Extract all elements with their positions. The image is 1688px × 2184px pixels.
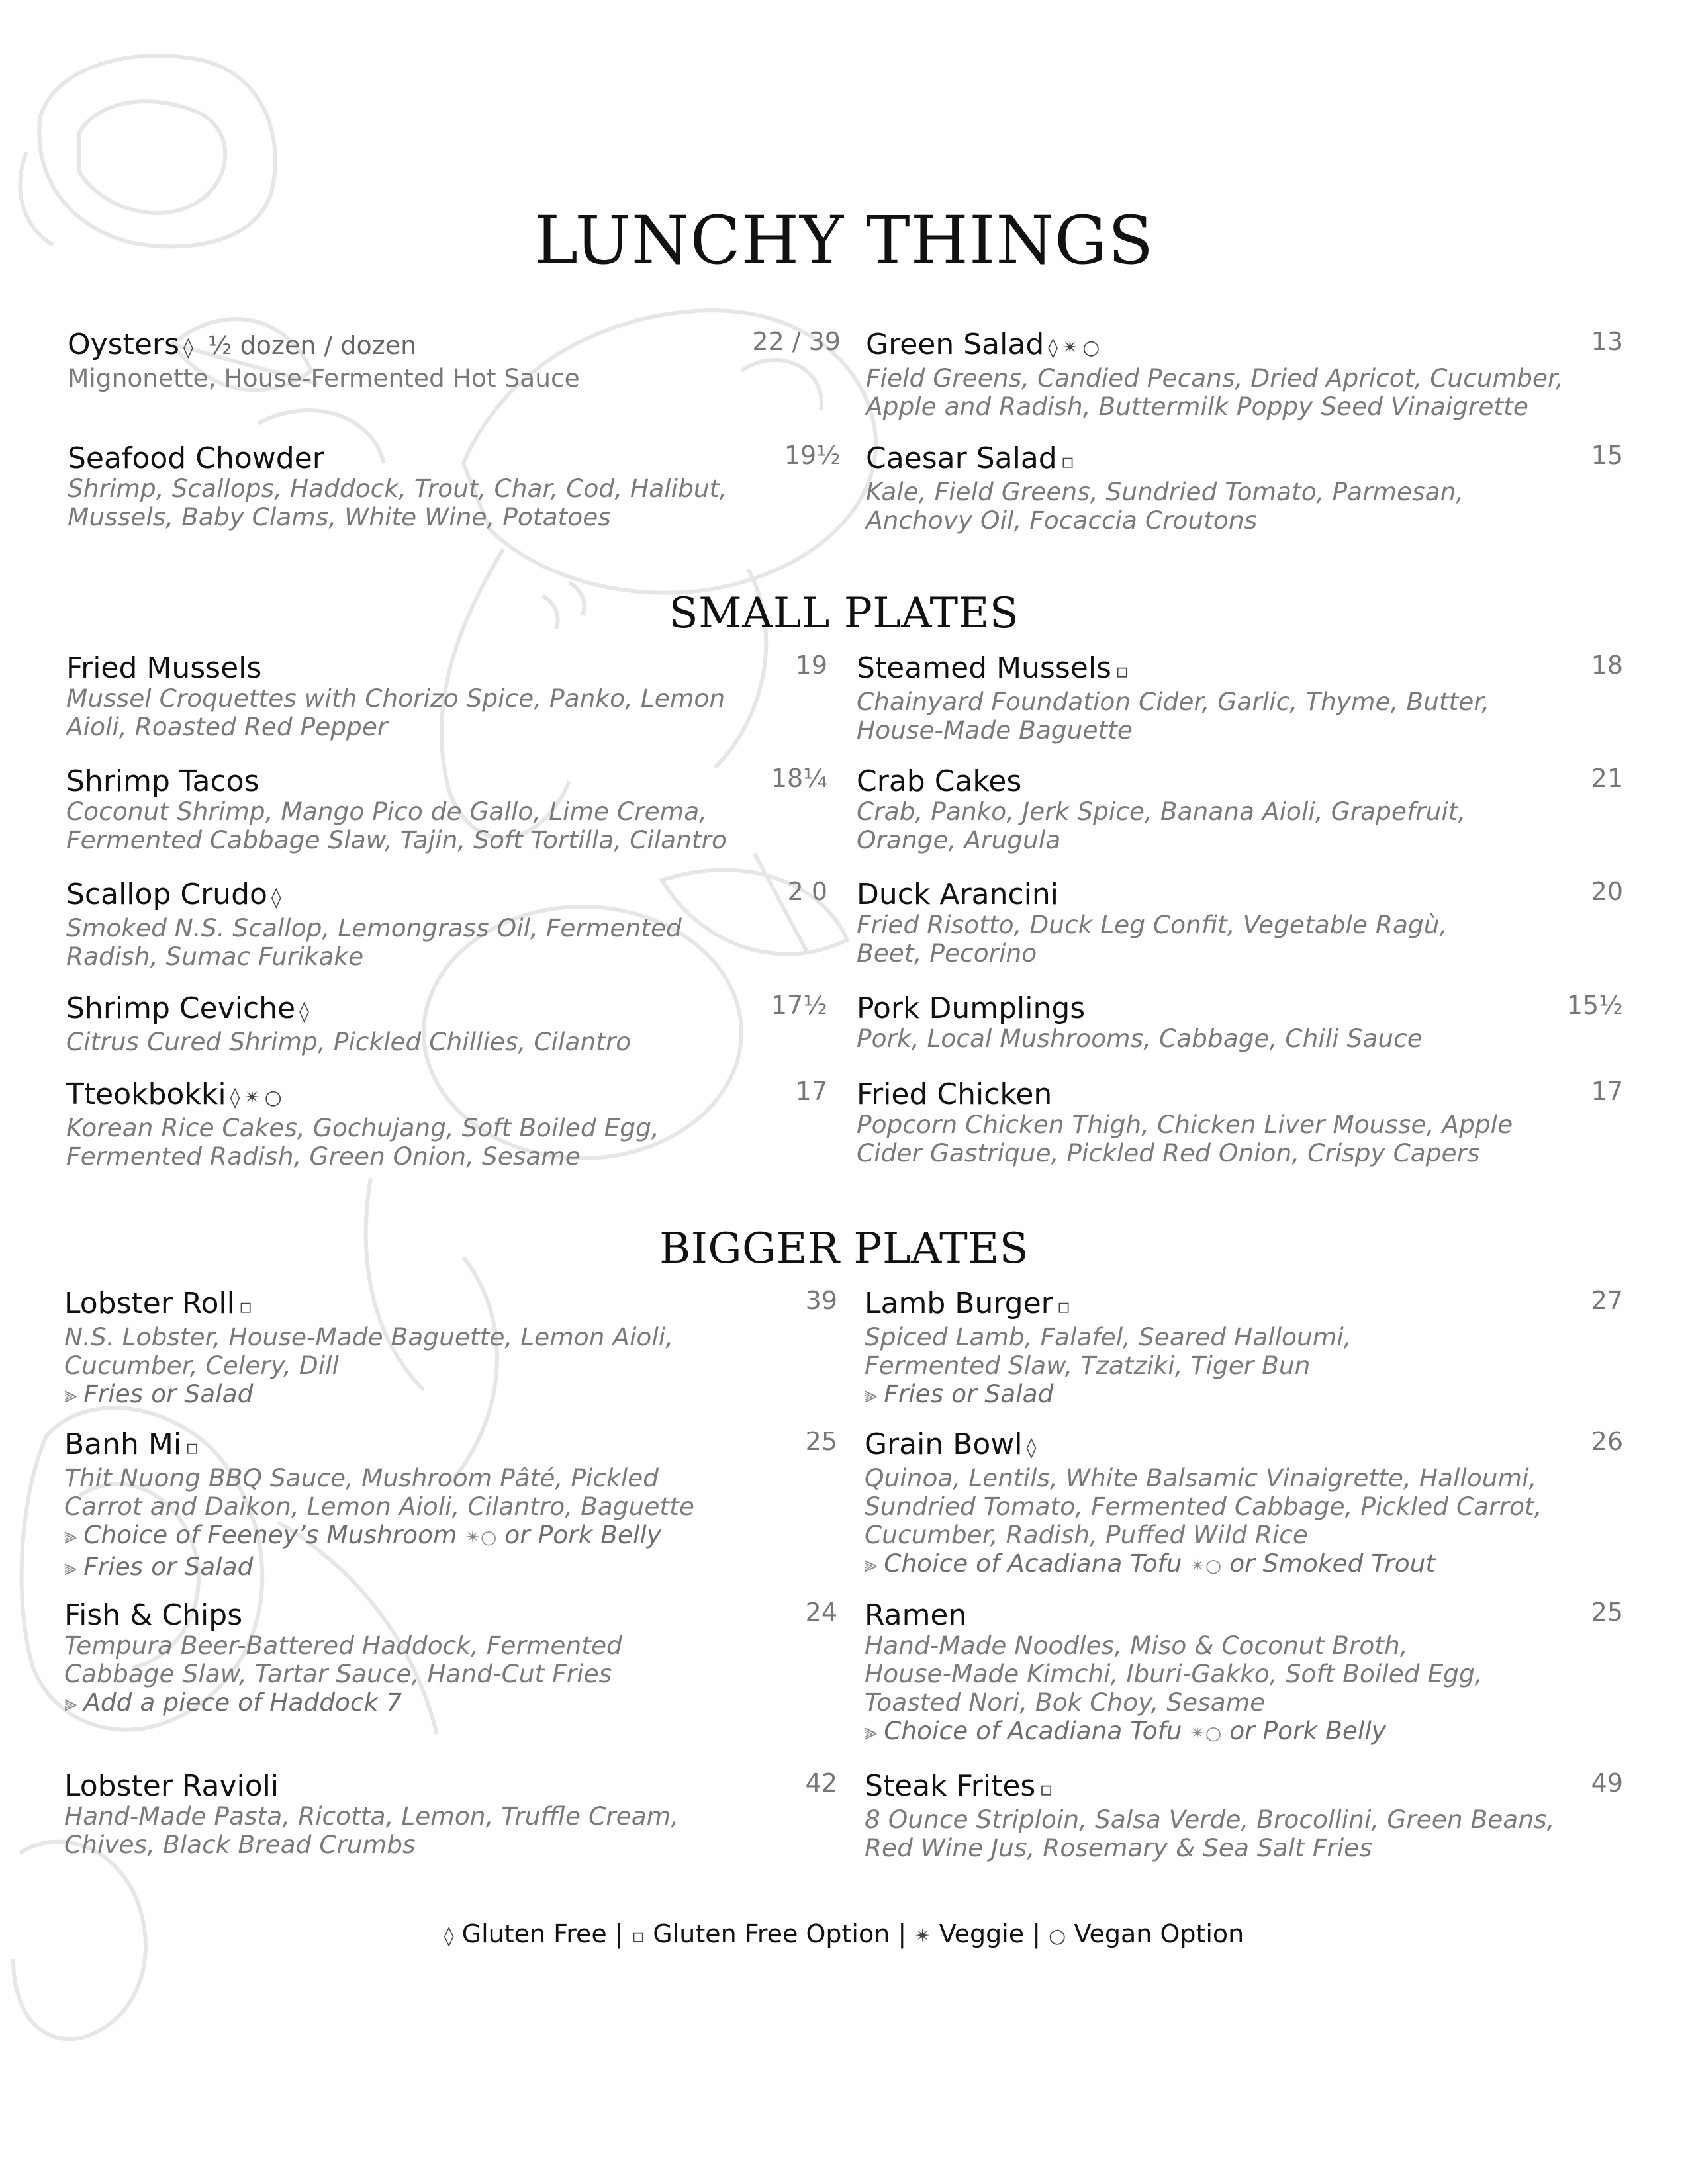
item-description: Korean Rice Cakes, Gochujang, Soft Boiled Egg,	[66, 1113, 659, 1142]
option-text: Choice of Acadiana Tofu	[884, 1716, 1182, 1745]
item-description: Mignonette, House-Fermented Hot Sauce	[68, 363, 580, 392]
menu-item-steamed-mussels	[857, 653, 1623, 744]
menu-item-fried-mussels	[66, 653, 827, 741]
item-option	[865, 1379, 1623, 1410]
gluten-free-option-icon: ▫	[1056, 1295, 1071, 1318]
item-option	[865, 1549, 1623, 1580]
arrow-icon: ⫸	[865, 1719, 878, 1745]
item-option	[64, 1379, 837, 1410]
arrow-icon: ⫸	[865, 1551, 878, 1578]
item-name: Green Salad	[866, 328, 1045, 361]
item-name: Crab Cakes	[857, 764, 1022, 798]
item-description: Kale, Field Greens, Sundried Tomato, Parmesan,	[866, 477, 1464, 506]
legend-separator: |	[1032, 1919, 1041, 1948]
item-price: 2 0	[787, 877, 827, 906]
page-title: LUNCHY THINGS	[534, 202, 1154, 279]
veggie-icon: ✴	[914, 1925, 931, 1948]
item-name: Lamb Burger	[865, 1287, 1053, 1320]
item-name: Seafood Chowder	[68, 441, 324, 475]
gluten-free-icon: ◊	[183, 336, 193, 359]
item-description: Toasted Nori, Bok Choy, Sesame	[865, 1688, 1266, 1717]
dietary-legend	[0, 1919, 1688, 1948]
menu-item-caesar-salad	[866, 443, 1623, 534]
item-price: 18	[1591, 651, 1623, 680]
menu-item-pork-dumplings	[857, 993, 1623, 1052]
item-price: 19	[795, 651, 827, 680]
gluten-free-option-icon: ▫	[1039, 1778, 1053, 1801]
gluten-free-icon: ◊	[271, 886, 281, 909]
menu-item-lobster-ravioli	[64, 1768, 837, 1859]
option-text: Choice of Acadiana Tofu	[884, 1549, 1182, 1578]
item-name: Lobster Roll	[64, 1287, 235, 1320]
menu-item-steak-frites	[865, 1768, 1623, 1862]
vegan-option-icon: ○	[1205, 1722, 1222, 1744]
gluten-free-option-icon: ▫	[238, 1295, 253, 1318]
menu-item-shrimp-tacos	[66, 766, 827, 854]
item-name: Fried Chicken	[857, 1077, 1053, 1111]
menu-item-ramen	[865, 1600, 1623, 1748]
item-name: Lobster Ravioli	[64, 1769, 279, 1803]
item-price: 21	[1591, 764, 1623, 793]
item-price: 26	[1591, 1427, 1623, 1456]
menu-item-grain-bowl	[865, 1427, 1623, 1580]
veggie-icon: ✴	[1190, 1722, 1205, 1744]
item-option	[64, 1552, 837, 1582]
item-description: Field Greens, Candied Pecans, Dried Apricot, Cucumber,	[866, 363, 1564, 392]
item-description: Mussels, Baby Clams, White Wine, Potatoes	[68, 502, 611, 531]
menu-item-duck-arancini	[857, 877, 1623, 968]
item-price: 27	[1591, 1286, 1623, 1315]
item-description: N.S. Lobster, House-Made Baguette, Lemon Aioli,	[64, 1322, 674, 1351]
item-description: House-Made Baguette	[857, 715, 1133, 745]
arrow-icon: ⫸	[64, 1382, 77, 1408]
item-description: Hand-Made Pasta, Ricotta, Lemon, Truffle Cream,	[64, 1801, 679, 1831]
item-description: Cider Gastrique, Pickled Red Onion, Crispy Capers	[857, 1138, 1480, 1167]
item-description: Radish, Sumac Furikake	[66, 942, 364, 971]
item-description: Smoked N.S. Scallop, Lemongrass Oil, Fermented	[66, 913, 682, 942]
legend-veggie: Veggie	[939, 1919, 1025, 1948]
item-name: Ramen	[865, 1598, 967, 1632]
item-description: Mussel Croquettes with Chorizo Spice, Panko, Lemon	[66, 684, 726, 713]
legend-vegan-option: Vegan Option	[1074, 1919, 1244, 1948]
legend-gluten-free-option: Gluten Free Option	[653, 1919, 890, 1948]
item-description: Shrimp, Scallops, Haddock, Trout, Char, Cod, Halibut,	[68, 474, 727, 503]
item-description: Cucumber, Radish, Puffed Wild Rice	[865, 1520, 1309, 1549]
veggie-icon: ✴	[244, 1086, 261, 1109]
veggie-icon: ✴	[465, 1526, 481, 1548]
item-name: Fish & Chips	[64, 1598, 243, 1632]
item-description: Beet, Pecorino	[857, 938, 1037, 968]
item-name: Shrimp Ceviche	[66, 991, 296, 1025]
item-name: Grain Bowl	[865, 1428, 1023, 1461]
item-description: Fermented Slaw, Tzatziki, Tiger Bun	[865, 1351, 1311, 1380]
item-price: 15½	[1566, 991, 1623, 1020]
item-price: 17½	[771, 991, 827, 1020]
item-price: 25	[805, 1427, 837, 1456]
arrow-icon: ⫸	[64, 1523, 77, 1549]
item-name: Steak Frites	[865, 1769, 1036, 1803]
item-price: 15	[1591, 441, 1623, 470]
option-text: Fries or Salad	[884, 1379, 1054, 1408]
item-name: Pork Dumplings	[857, 991, 1086, 1025]
item-description: Cabbage Slaw, Tartar Sauce, Hand-Cut Fries	[64, 1659, 612, 1688]
arrow-icon: ⫸	[64, 1555, 77, 1581]
item-description: Apple and Radish, Buttermilk Poppy Seed Vinaigrette	[866, 392, 1528, 421]
item-option	[64, 1520, 837, 1552]
item-portion: ½ dozen / dozen	[207, 331, 417, 360]
item-name: Duck Arancini	[857, 878, 1058, 911]
vegan-option-icon: ○	[1205, 1555, 1222, 1576]
item-description: Spiced Lamb, Falafel, Seared Halloumi,	[865, 1322, 1352, 1351]
item-price: 19½	[784, 441, 841, 470]
item-description: Sundried Tomato, Fermented Cabbage, Pickled Carrot,	[865, 1492, 1542, 1521]
section-title-small-plates: SMALL PLATES	[669, 589, 1019, 638]
option-text: Fries or Salad	[83, 1379, 254, 1408]
option-text: or Smoked Trout	[1229, 1549, 1436, 1578]
vegan-option-icon: ○	[480, 1526, 497, 1548]
menu-item-scallop-crudo	[66, 877, 827, 971]
veggie-icon: ✴	[1062, 336, 1079, 359]
item-name: Banh Mi	[64, 1428, 182, 1461]
item-name: Oysters	[68, 328, 179, 361]
item-description: Anchovy Oil, Focaccia Croutons	[866, 506, 1258, 535]
item-option	[64, 1688, 837, 1718]
gluten-free-option-icon: ▫	[631, 1925, 645, 1948]
item-description: Orange, Arugula	[857, 825, 1061, 854]
item-description: Hand-Made Noodles, Miso & Coconut Broth,	[865, 1631, 1408, 1660]
option-text: or Pork Belly	[504, 1520, 662, 1549]
item-description: Cucumber, Celery, Dill	[64, 1351, 339, 1380]
item-description: Red Wine Jus, Rosemary & Sea Salt Fries	[865, 1833, 1372, 1862]
gluten-free-icon: ◊	[299, 1000, 309, 1023]
item-price: 49	[1591, 1768, 1623, 1797]
menu-item-banh-mi	[64, 1427, 837, 1582]
menu-item-green-salad	[866, 327, 1623, 421]
item-description: Quinoa, Lentils, White Balsamic Vinaigrette, Halloumi,	[865, 1463, 1537, 1492]
item-name: Caesar Salad	[866, 441, 1057, 475]
item-price: 22 / 39	[752, 327, 841, 356]
item-description: Aioli, Roasted Red Pepper	[66, 712, 388, 741]
gluten-free-icon: ◊	[444, 1925, 454, 1948]
menu-item-tteokbokki	[66, 1079, 827, 1170]
option-text: Fries or Salad	[83, 1552, 254, 1581]
item-price: 18¼	[771, 764, 827, 793]
option-text: Choice of Feeney’s Mushroom	[83, 1520, 457, 1549]
vegan-option-icon: ○	[1049, 1925, 1066, 1948]
menu-item-lamb-burger	[865, 1286, 1623, 1410]
item-description: 8 Ounce Striploin, Salsa Verde, Brocollini, Green Beans,	[865, 1805, 1555, 1834]
gluten-free-option-icon: ▫	[185, 1436, 199, 1459]
vegan-option-icon: ○	[1082, 336, 1100, 359]
item-name: Fried Mussels	[66, 651, 262, 685]
item-price: 20	[1591, 877, 1623, 906]
option-text: or Pork Belly	[1229, 1716, 1386, 1745]
item-description: Fermented Cabbage Slaw, Tajin, Soft Tortilla, Cilantro	[66, 825, 727, 854]
menu-item-fish-and-chips	[64, 1600, 837, 1718]
menu-item-fried-chicken	[857, 1079, 1623, 1167]
option-text: Add a piece of Haddock 7	[83, 1688, 402, 1717]
item-description: Carrot and Daikon, Lemon Aioli, Cilantro, Baguette	[64, 1492, 694, 1521]
gluten-free-option-icon: ▫	[1115, 660, 1129, 683]
item-name: Shrimp Tacos	[66, 764, 259, 798]
item-description: Citrus Cured Shrimp, Pickled Chillies, Cilantro	[66, 1027, 632, 1056]
gluten-free-option-icon: ▫	[1060, 450, 1075, 473]
vegan-option-icon: ○	[264, 1086, 282, 1109]
arrow-icon: ⫸	[865, 1382, 878, 1408]
item-description: Chainyard Foundation Cider, Garlic, Thyme, Butter,	[857, 687, 1490, 716]
item-description: Fried Risotto, Duck Leg Confit, Vegetable Ragù,	[857, 910, 1448, 939]
legend-separator: |	[614, 1919, 624, 1948]
item-description: Crab, Panko, Jerk Spice, Banana Aioli, Grapefruit,	[857, 797, 1466, 826]
item-description: Thit Nuong BBQ Sauce, Mushroom Pâté, Pickled	[64, 1463, 659, 1492]
menu-item-seafood-chowder	[68, 443, 841, 531]
menu-item-lobster-roll	[64, 1286, 837, 1410]
section-title-bigger-plates: BIGGER PLATES	[659, 1224, 1029, 1273]
menu-item-shrimp-ceviche	[66, 993, 827, 1056]
gluten-free-icon: ◊	[1048, 336, 1058, 359]
legend-separator: |	[898, 1919, 907, 1948]
item-price: 17	[795, 1077, 827, 1106]
item-price: 42	[805, 1768, 837, 1797]
item-price: 25	[1591, 1598, 1623, 1627]
item-price: 39	[805, 1286, 837, 1315]
item-description: House-Made Kimchi, Iburi-Gakko, Soft Boiled Egg,	[865, 1659, 1483, 1688]
item-description: Tempura Beer-Battered Haddock, Fermented	[64, 1631, 622, 1660]
menu-item-oysters	[68, 327, 841, 392]
item-description: Coconut Shrimp, Mango Pico de Gallo, Lime Crema,	[66, 797, 708, 826]
item-price: 13	[1591, 327, 1623, 356]
item-name: Steamed Mussels	[857, 651, 1111, 685]
gluten-free-icon: ◊	[230, 1086, 240, 1109]
item-description: Chives, Black Bread Crumbs	[64, 1830, 416, 1859]
item-description: Fermented Radish, Green Onion, Sesame	[66, 1142, 581, 1171]
arrow-icon: ⫸	[64, 1690, 77, 1717]
legend-gluten-free: Gluten Free	[461, 1919, 607, 1948]
gluten-free-icon: ◊	[1026, 1436, 1037, 1459]
item-name: Tteokbokki	[66, 1077, 226, 1111]
item-option	[865, 1716, 1623, 1748]
item-name: Scallop Crudo	[66, 878, 267, 911]
item-price: 24	[805, 1598, 837, 1627]
veggie-icon: ✴	[1190, 1555, 1205, 1576]
item-description: Pork, Local Mushrooms, Cabbage, Chili Sauce	[857, 1024, 1423, 1053]
item-price: 17	[1591, 1077, 1623, 1106]
menu-item-crab-cakes	[857, 766, 1623, 854]
item-description: Popcorn Chicken Thigh, Chicken Liver Mousse, Apple	[857, 1110, 1513, 1139]
